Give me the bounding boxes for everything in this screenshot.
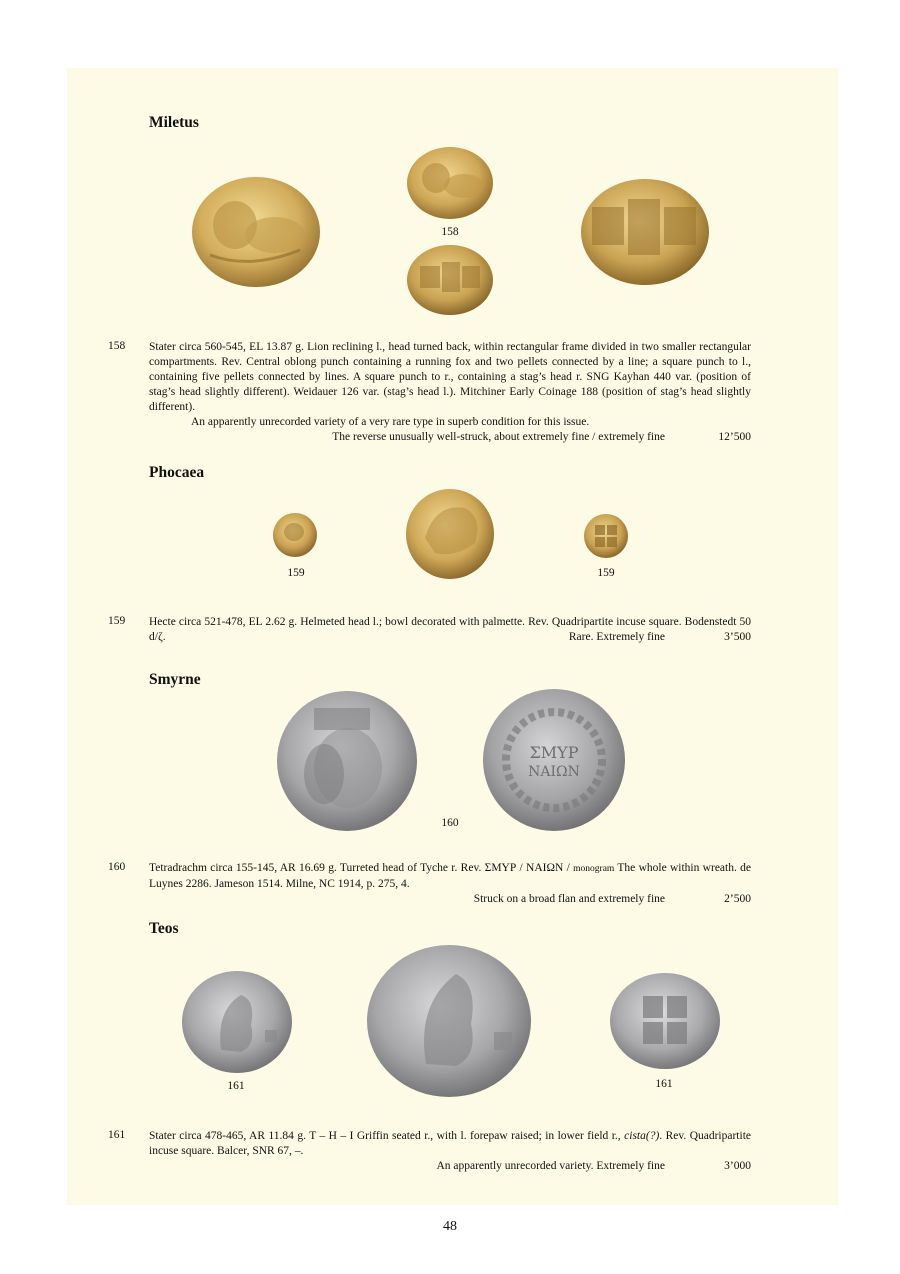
lot-158-text: Stater circa 560-545, EL 13.87 g. Lion reclining l., head turned back, within rectangular frame divided in two smaller rectangular compartments. Rev. Central oblong punch containing a running fox and two pellets connected by a line; a square punch to l., containing five pellets connected by lines. A square punch to r., containing a stag’s head r. SNG Kayhan 440 var. (position of stag’s head slightly different). Weidauer 126 var. (stag’s head l.). Mitchiner Early Coinage 188 (position of stag’s head slightly different). bbox=[149, 341, 751, 413]
lot-160-condition-row bbox=[149, 892, 751, 907]
coin-158-reverse-small-image bbox=[406, 244, 494, 316]
lot-161-text bbox=[149, 1129, 751, 1159]
lot-160-price: 2’500 bbox=[724, 893, 751, 905]
lot-160-condition: Struck on a broad flan and extremely fine bbox=[473, 893, 665, 905]
page-number: 48 bbox=[443, 1219, 457, 1234]
coin-161-obverse-image bbox=[181, 970, 293, 1074]
lot-161-text-pre: Stater circa 478-465, AR 11.84 g. T – H – I Griffin seated r., with l. forepaw raised; in lower field r., bbox=[149, 1130, 621, 1142]
lot-159-condition-row bbox=[149, 630, 751, 645]
lot-description-160 bbox=[149, 861, 751, 907]
lot-158-price: 12’500 bbox=[718, 431, 751, 443]
coin-label-161-right: 161 bbox=[655, 1078, 673, 1090]
coin-161-obverse-enlarged-image bbox=[366, 944, 532, 1098]
lot-description-159 bbox=[149, 615, 751, 645]
coin-159-reverse-image bbox=[583, 513, 629, 559]
coin-159-obverse-enlarged-image bbox=[405, 488, 495, 580]
section-heading-teos: Teos bbox=[149, 920, 179, 937]
lot-159-price: 3’500 bbox=[724, 631, 751, 643]
coin-160-obverse-image bbox=[276, 690, 418, 832]
section-heading-miletus: Miletus bbox=[149, 114, 199, 131]
lot-description-161 bbox=[149, 1129, 751, 1174]
lot-161-cista: cista(?) bbox=[624, 1130, 660, 1142]
lot-158-condition-row bbox=[149, 430, 751, 445]
lot-number-160: 160 bbox=[108, 861, 126, 873]
svg-text:ΝΑΙΩΝ: ΝΑΙΩΝ bbox=[528, 764, 580, 780]
lot-158-note: An apparently unrecorded variety of a very rare type in superb condition for this issue. bbox=[191, 416, 590, 428]
lot-159-text: Hecte circa 521-478, EL 2.62 g. Helmeted head l.; bowl decorated with palmette. Rev. Quadripartite incuse square. Bodenstedt 50 d/ζ. bbox=[149, 616, 751, 643]
coin-label-159-left: 159 bbox=[287, 567, 305, 579]
coin-label-161-left: 161 bbox=[227, 1080, 245, 1092]
lot-158-condition: The reverse unusually well-struck, about extremely fine / extremely fine bbox=[332, 431, 665, 443]
coin-159-obverse-image bbox=[272, 512, 318, 558]
lot-description-158 bbox=[149, 340, 751, 445]
coin-158-obverse-image bbox=[190, 175, 322, 289]
lot-number-158: 158 bbox=[108, 340, 126, 352]
coin-label-160: 160 bbox=[441, 817, 459, 829]
lot-161-condition-row bbox=[149, 1159, 751, 1174]
lot-160-text bbox=[149, 861, 751, 892]
lot-number-159: 159 bbox=[108, 615, 126, 627]
section-heading-smyrne: Smyrne bbox=[149, 671, 201, 688]
lot-159-condition: Rare. Extremely fine bbox=[568, 631, 665, 643]
coin-160-reverse-image bbox=[482, 688, 626, 832]
svg-text:ΣΜΥΡ: ΣΜΥΡ bbox=[529, 743, 579, 762]
lot-161-text-post: . Rev. Quadripartite incuse square. Balcer, SNR 67, –. bbox=[149, 1130, 751, 1157]
section-heading-phocaea: Phocaea bbox=[149, 464, 205, 481]
coin-158-obverse-small-image bbox=[406, 146, 494, 220]
lot-161-condition: An apparently unrecorded variety. Extremely fine bbox=[436, 1160, 665, 1172]
lot-160-text-pre: Tetradrachm circa 155-145, AR 16.69 g. Turreted head of Tyche r. Rev. ΣΜΥΡ / ΝΑΙΩΝ / bbox=[149, 862, 570, 874]
coin-label-158: 158 bbox=[441, 226, 459, 238]
lot-number-161: 161 bbox=[108, 1129, 126, 1141]
coin-158-reverse-image bbox=[580, 177, 710, 287]
lot-161-price: 3’000 bbox=[724, 1160, 751, 1172]
coin-label-159-right: 159 bbox=[597, 567, 615, 579]
lot-160-monogram: monogram bbox=[573, 864, 615, 874]
lot-160-text-post: The whole within wreath. de Luynes 2286. Jameson 1514. Milne, NC 1914, p. 275, 4. bbox=[149, 862, 751, 890]
coin-161-reverse-image bbox=[609, 972, 721, 1070]
